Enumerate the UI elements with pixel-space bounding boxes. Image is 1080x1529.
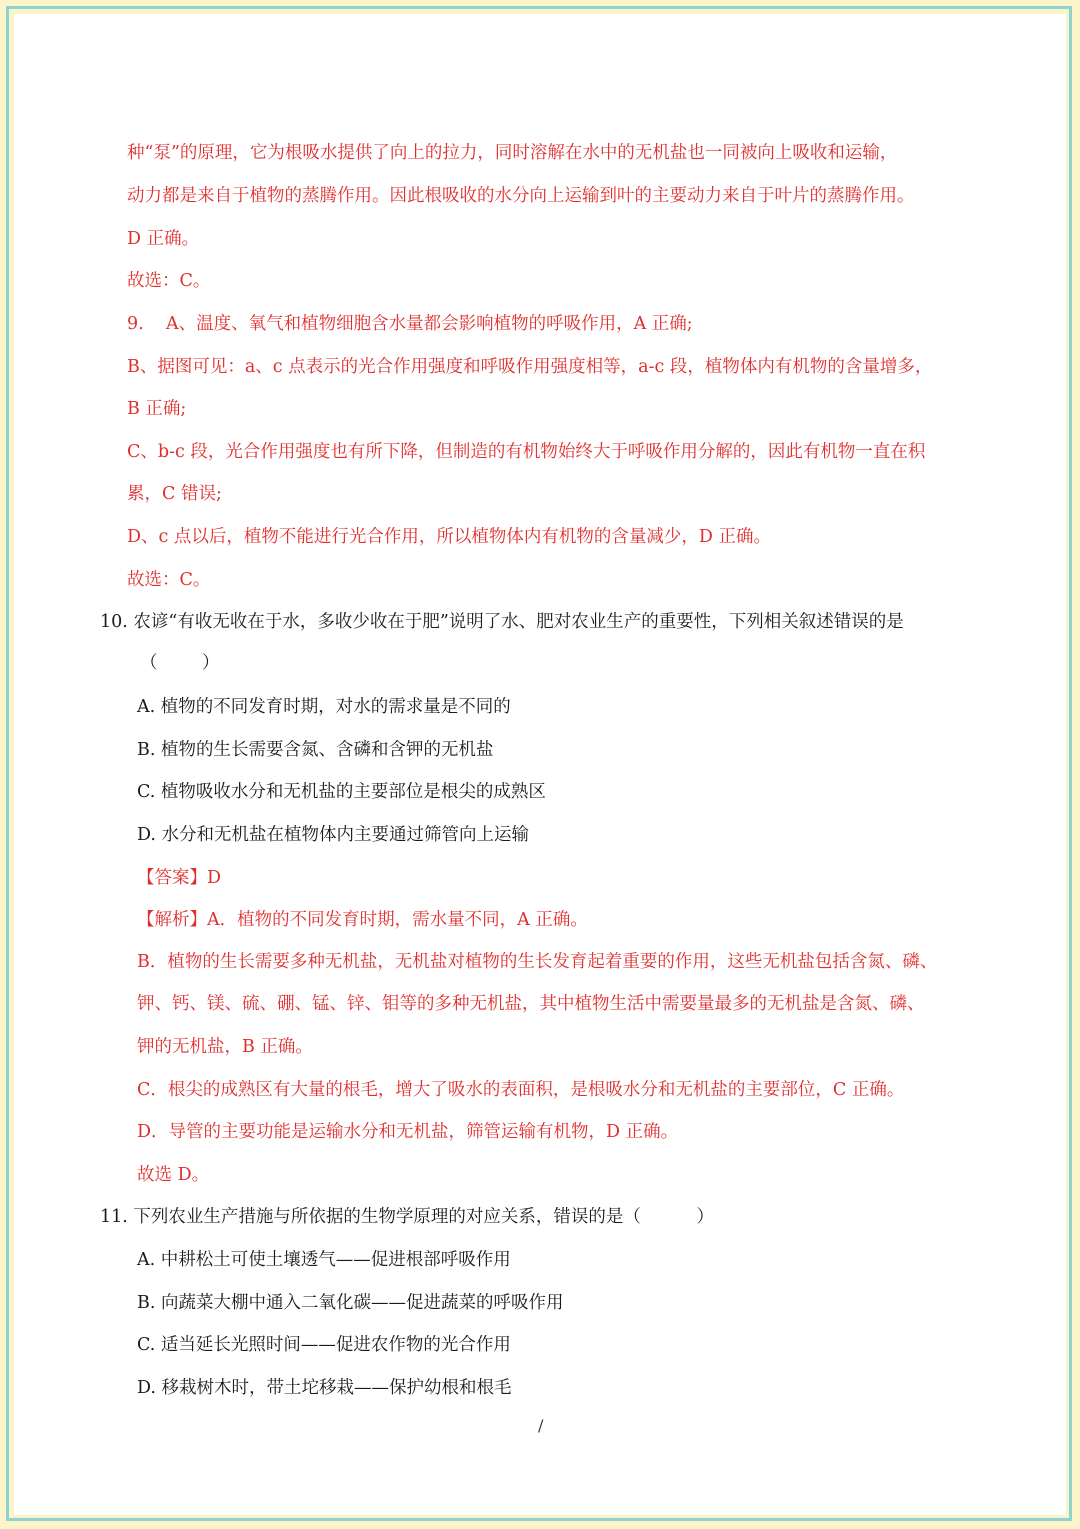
q10-analysis-b: B．植物的生长需要多种无机盐，无机盐对植物的生长发育起着重要的作用，这些无机盐包括含氮、磷、 [137,952,938,972]
q11-option-d: D. 移栽树木时，带土坨移栽——保护幼根和根毛 [137,1378,512,1398]
q8-explanation-line: D 正确。 [127,229,200,249]
q8-conclusion: 故选：C。 [127,271,211,291]
page-footer-mark: / [538,1416,544,1435]
q10-analysis-b: 钾、钙、镁、硫、硼、锰、锌、钼等的多种无机盐，其中植物生活中需要量最多的无机盐是含氮、磷、 [137,994,925,1014]
q10-answer-blank: （ ） [140,653,220,673]
q11-stem: 11. 下列农业生产措施与所依据的生物学原理的对应关系，错误的是（ ） [100,1207,715,1227]
q10-option-a: A. 植物的不同发育时期，对水的需求量是不同的 [137,697,511,717]
q11-option-a: A. 中耕松土可使土壤透气——促进根部呼吸作用 [137,1250,511,1270]
q9-option-d-analysis: D、c 点以后，植物不能进行光合作用，所以植物体内有机物的含量减少，D 正确。 [127,527,771,547]
q10-answer: 【答案】D [137,868,222,888]
q10-analysis-c: C．根尖的成熟区有大量的根毛，增大了吸水的表面积，是根吸水分和无机盐的主要部位，C 正确。 [137,1080,905,1100]
q8-explanation-line: 动力都是来自于植物的蒸腾作用。因此根吸收的水分向上运输到叶的主要动力来自于叶片的蒸腾作用。 [127,186,915,206]
q10-analysis-d: D．导管的主要功能是运输水分和无机盐，筛管运输有机物，D 正确。 [137,1122,679,1142]
q9-option-c-analysis: 累，C 错误; [127,484,222,504]
q10-conclusion: 故选 D。 [137,1165,210,1185]
q9-option-b-analysis: B 正确; [127,399,187,419]
q10-option-d: D. 水分和无机盐在植物体内主要通过筛管向上运输 [137,825,530,845]
q10-analysis-b: 钾的无机盐，B 正确。 [137,1037,313,1057]
q9-option-a-analysis: 9. A、温度、氧气和植物细胞含水量都会影响植物的呼吸作用，A 正确; [127,314,693,334]
q10-analysis-a: 【解析】A．植物的不同发育时期，需水量不同，A 正确。 [137,910,588,930]
q10-stem: 10. 农谚“有收无收在于水，多收少收在于肥”说明了水、肥对农业生产的重要性，下列相关叙述错误的是 [100,612,904,632]
q11-option-b: B. 向蔬菜大棚中通入二氧化碳——促进蔬菜的呼吸作用 [137,1293,564,1313]
q9-option-b-analysis: B、据图可见：a、c 点表示的光合作用强度和呼吸作用强度相等，a-c 段，植物体内有机物的含量增多， [127,357,933,377]
q11-option-c: C. 适当延长光照时间——促进农作物的光合作用 [137,1335,511,1355]
q10-option-b: B. 植物的生长需要含氮、含磷和含钾的无机盐 [137,740,494,760]
q9-option-c-analysis: C、b-c 段，光合作用强度也有所下降，但制造的有机物始终大于呼吸作用分解的，因此有机物一直在积 [127,442,926,462]
q9-conclusion: 故选：C。 [127,570,211,590]
q8-explanation-line: 种“泵”的原理，它为根吸水提供了向上的拉力，同时溶解在水中的无机盐也一同被向上吸收和运输， [127,143,898,163]
q10-option-c: C. 植物吸收水分和无机盐的主要部位是根尖的成熟区 [137,782,546,802]
